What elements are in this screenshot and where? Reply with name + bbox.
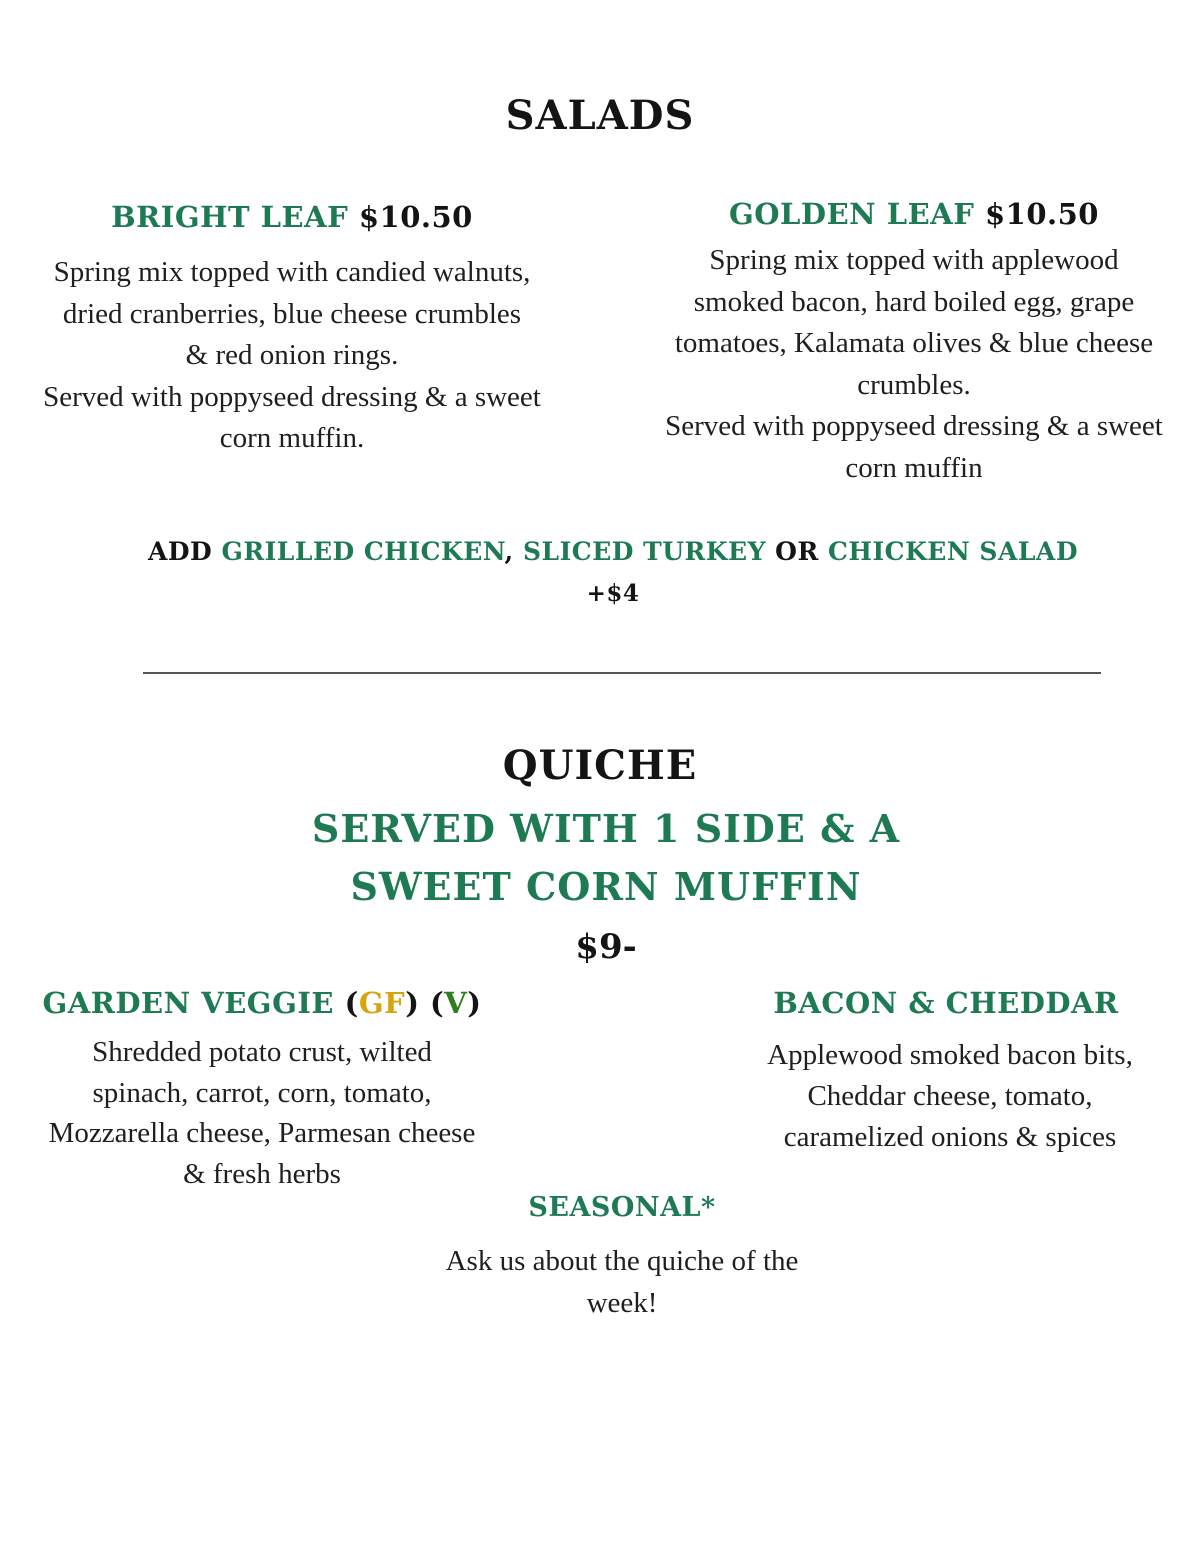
description-line: Served with poppyseed dressing & a sweet [43,380,541,413]
description-line: Spring mix topped with applewood [709,244,1119,276]
addon-price: +$4 [586,580,640,607]
description-line: Shredded potato crust, wilted [92,1036,432,1068]
description-line: spinach, carrot, corn, tomato, [92,1076,432,1109]
description-line: Applewood smoked bacon bits, [767,1039,1133,1071]
bright-leaf-price: $10.50 [358,200,473,234]
description-line: week! [586,1287,658,1319]
garden-veggie-description [0,1032,524,1194]
quiche-title: QUICHE [502,742,698,789]
quiche-subtitle-line: SERVED WITH 1 SIDE & A [311,806,901,851]
description-line: & red onion rings. [185,339,399,371]
bacon-cheddar-heading: BACON & CHEDDAR [773,986,1119,1020]
description-line: Cheddar cheese, tomato, [807,1080,1093,1112]
description-line: Spring mix topped with candied walnuts, [53,256,531,288]
golden-leaf-price: $10.50 [984,197,1099,231]
addon-separator: , [504,537,514,566]
addon-option-sliced-turkey: SLICED TURKEY [522,537,766,566]
description-line: Served with poppyseed dressing & a sweet [665,410,1163,442]
description-line: tomatoes, Kalamata olives & blue cheese [674,327,1154,359]
bright-leaf-description [0,252,584,460]
golden-leaf-description [628,240,1200,489]
golden-leaf-heading [628,197,1200,231]
description-line: corn muffin. [219,422,365,454]
description-line: corn muffin [845,451,983,484]
description-line: crumbles. [857,368,971,401]
bright-leaf-name: BRIGHT LEAF [111,200,349,234]
description-line: & fresh herbs [183,1157,341,1190]
description-line: Ask us about the quiche of the [445,1245,799,1277]
description-line: Mozzarella cheese, Parmesan cheese [48,1117,476,1149]
seasonal-heading: SEASONAL* [528,1192,716,1223]
description-line: caramelized onions & spices [783,1121,1117,1153]
addon-option-chicken-salad: CHICKEN SALAD [827,537,1079,566]
addon-or: OR [775,537,819,566]
garden-veggie-name: GARDEN VEGGIE [42,986,334,1020]
gluten-free-tag: GF [358,986,406,1020]
seasonal-description [400,1240,844,1324]
quiche-subtitle [0,800,1200,916]
garden-veggie-heading: GARDEN VEGGIE (GF) (V) [42,986,482,1020]
golden-leaf-name: GOLDEN LEAF [729,197,975,231]
bacon-cheddar-description [700,1035,1200,1158]
quiche-subtitle-line: SWEET CORN MUFFIN [350,864,862,909]
quiche-price: $9- [575,927,637,967]
salads-title: SALADS [505,92,695,139]
salad-addon-line [0,537,1200,566]
description-line: smoked bacon, hard boiled egg, grape [693,285,1135,318]
addon-prefix: ADD [147,537,213,566]
description-line: dried cranberries, blue cheese crumbles [62,297,522,330]
bright-leaf-heading [0,200,584,234]
addon-option-grilled-chicken: GRILLED CHICKEN [221,537,505,566]
vegetarian-tag: V [444,986,468,1020]
section-divider [143,672,1101,674]
